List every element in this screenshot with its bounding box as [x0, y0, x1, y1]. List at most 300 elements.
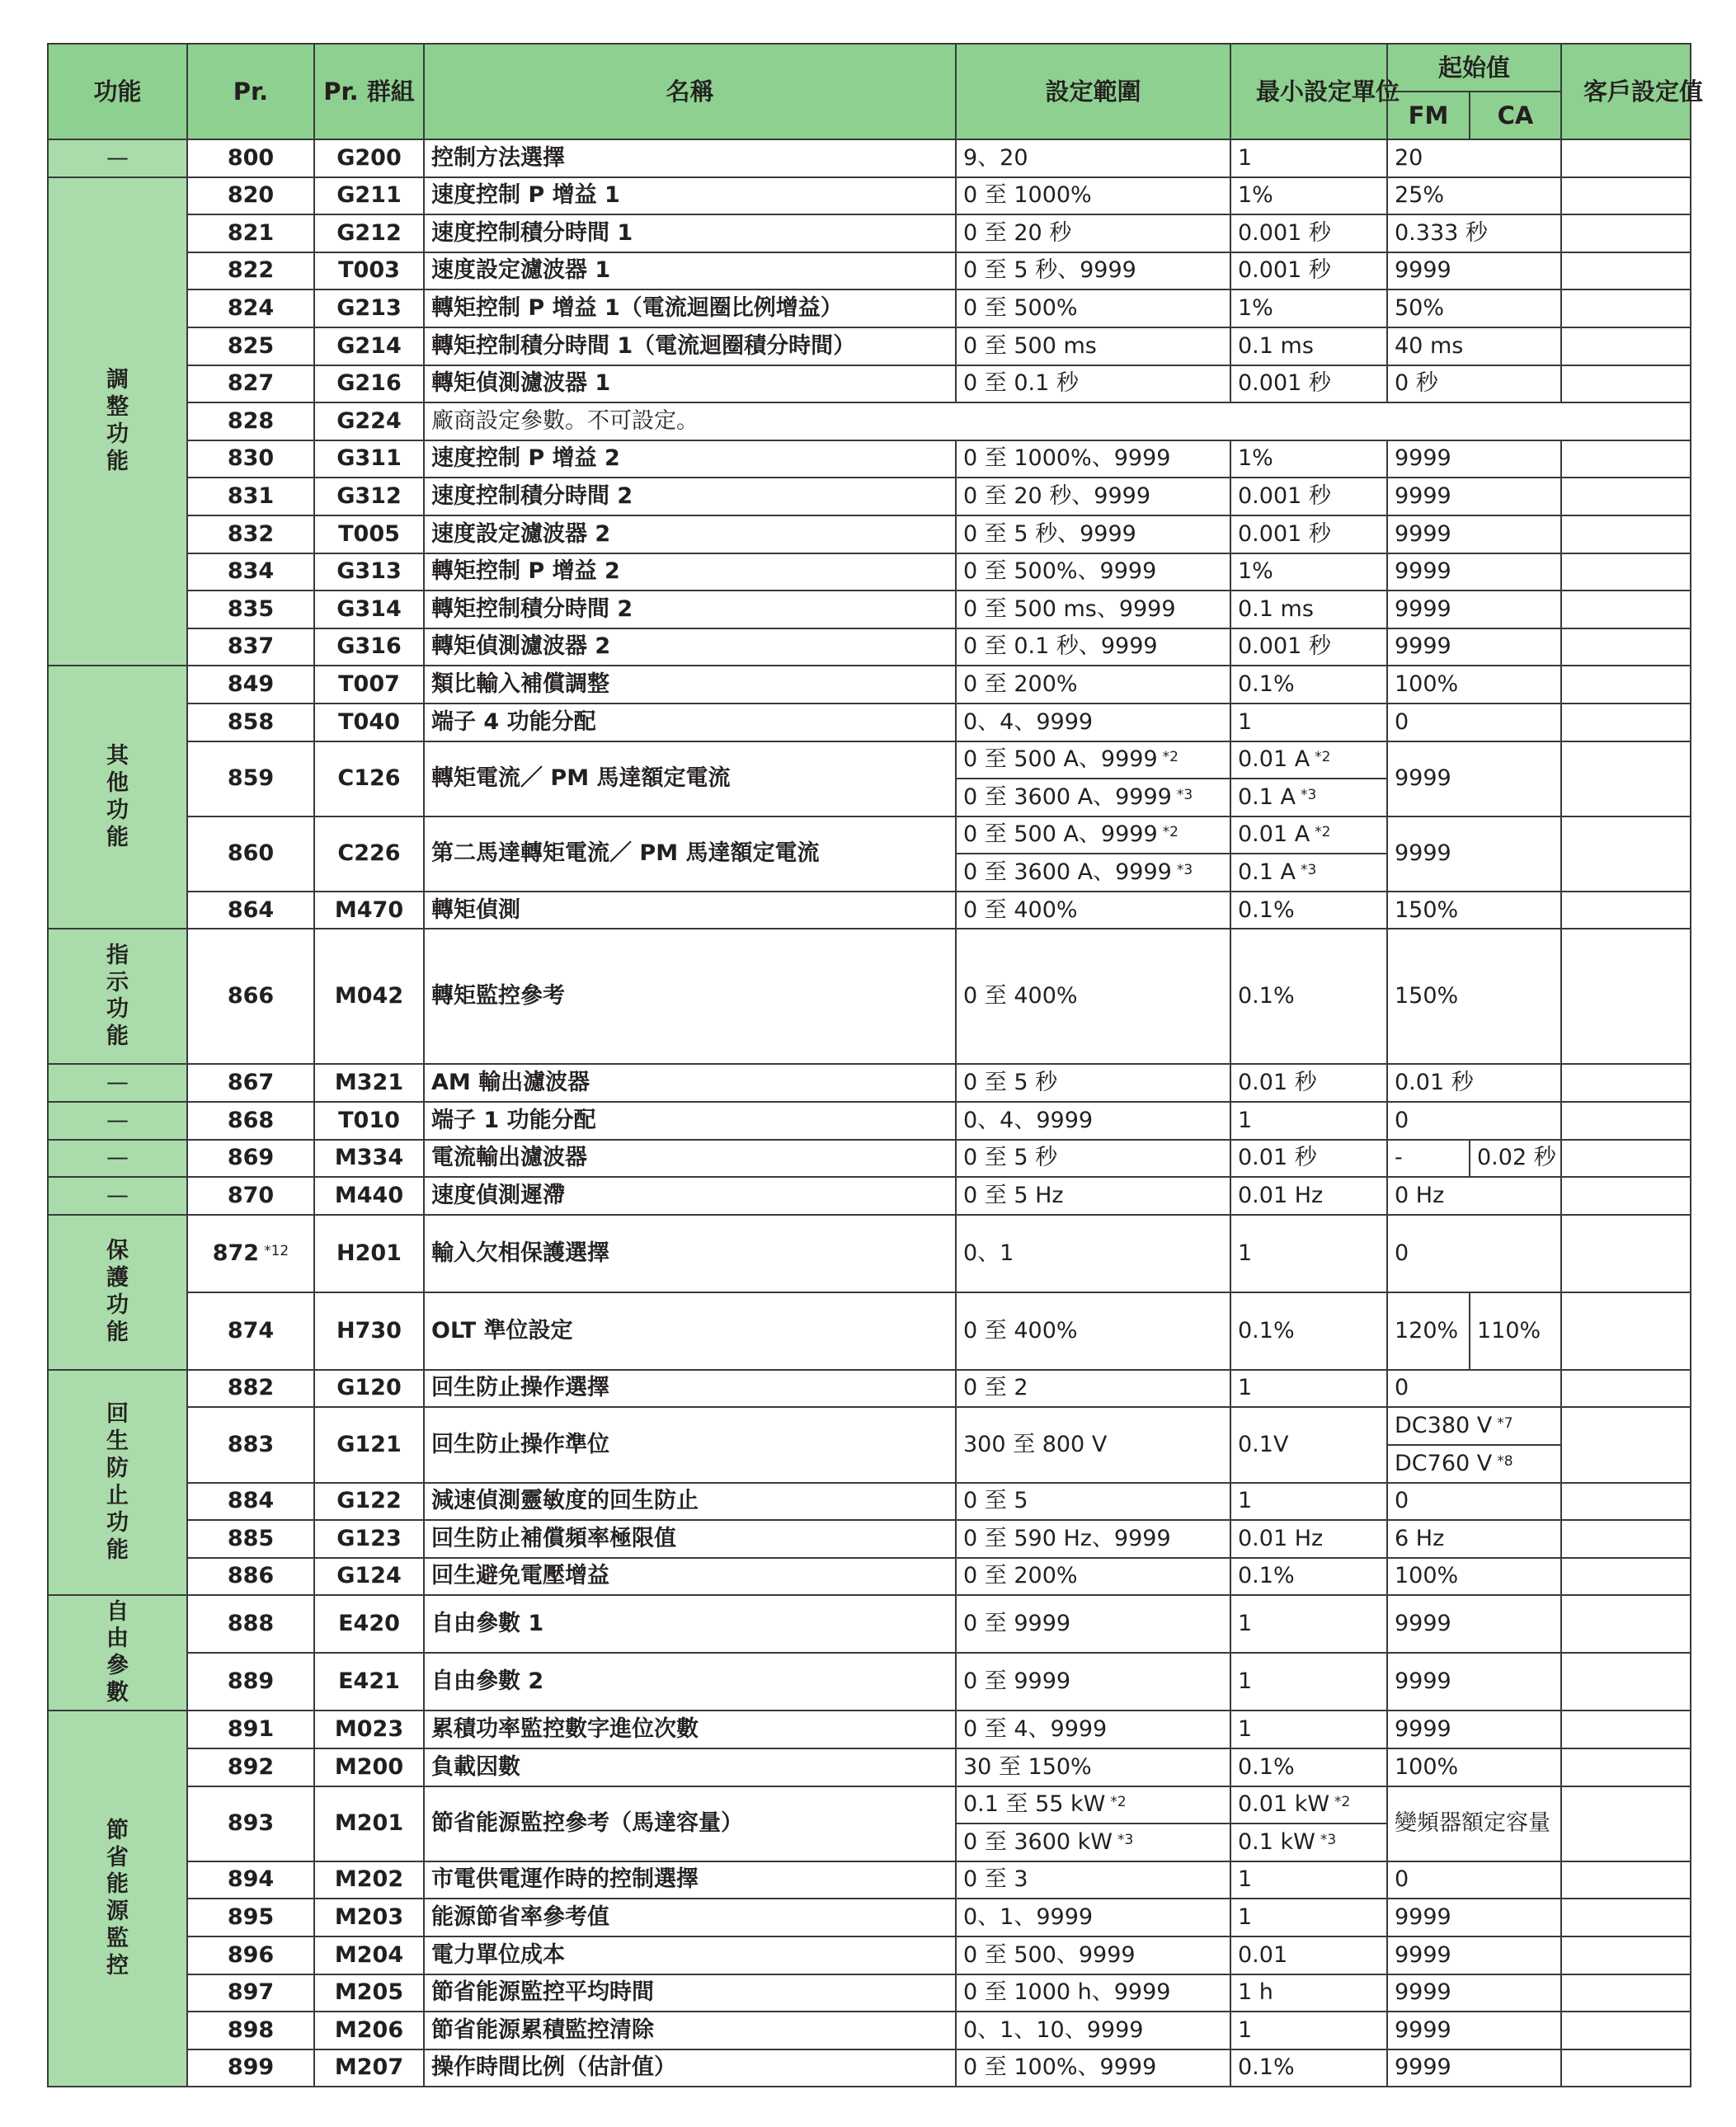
pr-number-text: 859	[227, 765, 275, 791]
pr-number-text: 832	[227, 520, 275, 547]
parameter-name-text: 市電供電運作時的控制選擇	[431, 1866, 699, 1893]
min-setting-unit	[1230, 929, 1387, 1064]
parameter-name-text: 廠商設定參數。不可設定。	[431, 407, 699, 434]
pr-number	[187, 289, 314, 327]
parameter-name	[424, 1064, 956, 1102]
min-setting-unit-text: 0.001 秒	[1238, 257, 1331, 284]
setting-range-text: 0、1	[963, 1240, 1014, 1266]
setting-range-text: 0 至 3600 kW	[963, 1828, 1113, 1855]
customer-setting-cell	[1561, 666, 1691, 704]
initial-value-text: 9999	[1395, 558, 1451, 585]
parameter-table	[47, 43, 1704, 2087]
initial-value	[1387, 1748, 1561, 1786]
table-row	[48, 1974, 1691, 2012]
min-setting-unit	[1230, 553, 1387, 591]
parameter-name	[424, 1595, 956, 1653]
setting-range-text: 0 至 400%	[963, 983, 1078, 1009]
header-ca: CA	[1470, 92, 1561, 139]
setting-range	[956, 327, 1230, 365]
setting-range	[956, 440, 1230, 478]
parameter-name-text: 負載因數	[431, 1753, 520, 1780]
parameter-name-text: 速度設定濾波器 1	[431, 257, 611, 284]
min-setting-unit-text: 0.01 A	[1238, 821, 1310, 848]
initial-value	[1387, 1595, 1561, 1653]
pr-number	[187, 892, 314, 929]
pr-group	[314, 1102, 424, 1140]
pr-group-text: H201	[336, 1240, 402, 1266]
min-setting-unit	[1230, 478, 1387, 515]
pr-group-text: C126	[337, 765, 401, 791]
min-setting-unit-text: 0.001 秒	[1238, 370, 1331, 397]
initial-value	[1387, 1177, 1561, 1215]
setting-range-text: 0 至 500、9999	[963, 1941, 1136, 1968]
setting-range	[956, 1974, 1230, 2012]
pr-group-text: M440	[334, 1182, 404, 1208]
setting-range	[956, 1558, 1230, 1596]
min-setting-unit	[1230, 1936, 1387, 1974]
pr-group	[314, 1711, 424, 1748]
min-setting-unit	[1230, 1064, 1387, 1102]
initial-value	[1387, 1370, 1561, 1408]
min-setting-unit	[1230, 779, 1387, 816]
customer-setting-cell	[1561, 892, 1691, 929]
parameter-name	[424, 1786, 956, 1861]
customer-setting-cell	[1561, 741, 1691, 816]
pr-number	[187, 1861, 314, 1899]
pr-group	[314, 139, 424, 177]
min-setting-unit-text: 0.01 秒	[1238, 1070, 1317, 1096]
setting-range-text: 0 至 500 A、9999	[963, 746, 1158, 773]
setting-range-text: 0 至 9999	[963, 1668, 1071, 1695]
min-setting-unit-text: 0.1 ms	[1238, 595, 1314, 622]
table-row	[48, 1177, 1691, 1215]
setting-range-text: 0 至 100%、9999	[963, 2054, 1157, 2081]
setting-range-text: 0 至 5 秒	[963, 1145, 1058, 1171]
setting-range-text: 0 至 20 秒、9999	[963, 482, 1150, 509]
setting-range	[956, 1823, 1230, 1861]
parameter-name-text: 端子 1 功能分配	[431, 1107, 596, 1133]
min-setting-unit	[1230, 2049, 1387, 2087]
pr-number	[187, 1974, 314, 2012]
parameter-name-text: 轉矩控制 P 增益 2	[431, 558, 620, 585]
pr-number	[187, 704, 314, 741]
pr-number-text: 898	[227, 2016, 275, 2043]
customer-setting-cell	[1561, 515, 1691, 553]
parameter-name	[424, 1974, 956, 2012]
pr-number	[187, 515, 314, 553]
parameter-name-text: 操作時間比例（估計值）	[431, 2054, 676, 2081]
initial-value	[1387, 214, 1561, 252]
min-setting-unit	[1230, 440, 1387, 478]
min-setting-unit	[1230, 327, 1387, 365]
pr-number-text: 893	[227, 1810, 275, 1837]
pr-group-text: G200	[336, 144, 402, 171]
min-setting-unit-text: 1	[1238, 1904, 1253, 1930]
footnote-mark: *2	[1110, 1794, 1127, 1811]
parameter-name-text: 轉矩偵測	[431, 896, 520, 923]
initial-value-text: 9999	[1395, 595, 1451, 622]
pr-group-text: E420	[338, 1611, 400, 1637]
pr-number-text: 891	[227, 1716, 275, 1743]
pr-number	[187, 252, 314, 290]
pr-group-text: M205	[334, 1979, 404, 2006]
initial-value	[1387, 1786, 1561, 1861]
footnote-mark: *2	[1162, 749, 1179, 766]
min-setting-unit-text: 1 h	[1238, 1979, 1273, 2006]
customer-setting-cell	[1561, 1370, 1691, 1408]
setting-range	[956, 515, 1230, 553]
pr-number-text: 860	[227, 840, 275, 867]
pr-number-text: 830	[227, 445, 275, 472]
setting-range	[956, 704, 1230, 741]
min-setting-unit	[1230, 1974, 1387, 2012]
initial-value	[1387, 816, 1561, 892]
pr-number	[187, 1140, 314, 1178]
pr-number-text: 869	[227, 1145, 275, 1171]
min-setting-unit-text: 0.1V	[1238, 1431, 1289, 1457]
pr-group	[314, 1215, 424, 1292]
parameter-name	[424, 139, 956, 177]
parameter-name	[424, 1861, 956, 1899]
parameter-name-text: 輸入欠相保護選擇	[431, 1240, 609, 1266]
table-row	[48, 1140, 1691, 1178]
customer-setting-cell	[1561, 289, 1691, 327]
parameter-name-text: 控制方法選擇	[431, 144, 565, 171]
setting-range	[956, 1215, 1230, 1292]
setting-range	[956, 1711, 1230, 1748]
table-row	[48, 591, 1691, 628]
initial-value	[1387, 666, 1561, 704]
initial-value	[1387, 704, 1561, 741]
customer-setting-cell	[1561, 139, 1691, 177]
initial-value-text: 0	[1395, 1866, 1409, 1893]
function-category	[48, 1711, 187, 2087]
customer-setting-cell	[1561, 816, 1691, 892]
footnote-mark: *3	[1301, 861, 1317, 878]
pr-number-text: 828	[227, 407, 275, 434]
parameter-name-text: 自由參數 1	[431, 1611, 544, 1637]
initial-value	[1387, 741, 1561, 816]
pr-number	[187, 1653, 314, 1711]
parameter-name-text: 節省能源監控參考（馬達容量）	[431, 1810, 743, 1837]
min-setting-unit	[1230, 289, 1387, 327]
parameter-name	[424, 1177, 956, 1215]
table-row	[48, 515, 1691, 553]
parameter-name	[424, 1520, 956, 1558]
pr-group-text: G124	[336, 1563, 402, 1589]
function-category-text: —	[106, 144, 129, 171]
pr-group	[314, 1292, 424, 1370]
setting-range	[956, 1140, 1230, 1178]
pr-number-text: 866	[227, 983, 275, 1009]
pr-number	[187, 666, 314, 704]
pr-group-text: T040	[338, 708, 400, 735]
min-setting-unit-text: 0.01 A	[1238, 746, 1310, 773]
min-setting-unit-text: 0.001 秒	[1238, 633, 1331, 660]
pr-number-text: 899	[227, 2054, 275, 2081]
pr-group-text: M204	[334, 1941, 404, 1968]
customer-setting-cell	[1561, 1520, 1691, 1558]
table-header	[48, 44, 1704, 139]
setting-range-text: 0 至 5 秒、9999	[963, 257, 1136, 284]
parameter-name	[424, 289, 956, 327]
min-setting-unit-text: 0.01 kW	[1238, 1791, 1330, 1818]
pr-group-text: G311	[336, 445, 402, 472]
initial-value	[1387, 1102, 1561, 1140]
pr-group	[314, 741, 424, 816]
header-fm: FM	[1387, 92, 1470, 139]
setting-range-text: 0 至 1000%、9999	[963, 445, 1171, 472]
parameter-name	[424, 1140, 956, 1178]
setting-range	[956, 365, 1230, 403]
parameter-name	[424, 1936, 956, 1974]
min-setting-unit	[1230, 892, 1387, 929]
parameter-name	[424, 214, 956, 252]
initial-value-fm	[1387, 1140, 1470, 1178]
table-row	[48, 1899, 1691, 1936]
min-setting-unit-text: 1%	[1238, 445, 1273, 472]
pr-number-text: 882	[227, 1375, 275, 1401]
setting-range	[956, 252, 1230, 290]
setting-range	[956, 2012, 1230, 2049]
pr-number	[187, 1936, 314, 1974]
min-setting-unit	[1230, 591, 1387, 628]
pr-group	[314, 1177, 424, 1215]
pr-group	[314, 2049, 424, 2087]
pr-group-text: G214	[336, 332, 402, 359]
header-pr: Pr.	[187, 44, 314, 139]
customer-setting-cell	[1561, 478, 1691, 515]
customer-setting-cell	[1561, 1786, 1691, 1861]
setting-range-text: 0 至 200%	[963, 671, 1078, 697]
min-setting-unit	[1230, 1595, 1387, 1653]
parameter-name	[424, 1102, 956, 1140]
initial-value-text: 50%	[1395, 295, 1445, 321]
pr-number	[187, 1370, 314, 1408]
initial-value-text: 9999	[1395, 840, 1451, 867]
pr-number-text: 897	[227, 1979, 275, 2006]
function-category-text: 節省能源監控	[106, 1817, 129, 1979]
initial-value-text: 9999	[1395, 1668, 1451, 1695]
parameter-name	[424, 929, 956, 1064]
table-row	[48, 1786, 1691, 1824]
initial-value-text: 40 ms	[1395, 332, 1464, 359]
parameter-name	[424, 1558, 956, 1596]
table-body	[48, 139, 1691, 2087]
min-setting-unit	[1230, 1653, 1387, 1711]
pr-number	[187, 440, 314, 478]
customer-setting-cell	[1561, 1140, 1691, 1178]
pr-group-text: G314	[336, 595, 402, 622]
initial-value-text: 9999	[1395, 2016, 1451, 2043]
setting-range	[956, 1861, 1230, 1899]
initial-value	[1387, 628, 1561, 666]
pr-group	[314, 1595, 424, 1653]
setting-range-text: 0 至 500 ms、9999	[963, 595, 1176, 622]
initial-value-text: DC760 V	[1395, 1450, 1493, 1476]
min-setting-unit-text: 0.1 A	[1238, 784, 1296, 810]
setting-range	[956, 1407, 1230, 1482]
pr-number	[187, 2012, 314, 2049]
initial-value	[1387, 515, 1561, 553]
pr-number	[187, 478, 314, 515]
table-row	[48, 1653, 1691, 1711]
table-row	[48, 1407, 1691, 1445]
initial-value	[1387, 440, 1561, 478]
customer-setting-cell	[1561, 177, 1691, 215]
pr-number	[187, 1748, 314, 1786]
initial-value-fm-text: 120%	[1395, 1317, 1459, 1343]
setting-range-text: 0 至 400%	[963, 896, 1078, 923]
min-setting-unit-text: 0.1%	[1238, 2054, 1295, 2081]
initial-value-text: 6 Hz	[1395, 1525, 1445, 1551]
pr-group-text: M203	[334, 1904, 404, 1930]
table-row	[48, 741, 1691, 779]
table-row	[48, 402, 1691, 440]
function-category	[48, 1140, 187, 1178]
initial-value-fm-text: -	[1395, 1145, 1403, 1171]
parameter-name	[424, 1215, 956, 1292]
setting-range	[956, 1595, 1230, 1653]
setting-range	[956, 1748, 1230, 1786]
parameter-name-text: 速度偵測遲滯	[431, 1182, 565, 1208]
min-setting-unit-text: 1	[1238, 1668, 1253, 1695]
pr-group	[314, 704, 424, 741]
min-setting-unit-text: 0.01 Hz	[1238, 1182, 1324, 1208]
initial-value-text: 9999	[1395, 520, 1451, 547]
pr-group	[314, 1370, 424, 1408]
setting-range-text: 0 至 400%	[963, 1317, 1078, 1343]
table-row	[48, 2012, 1691, 2049]
initial-value-text: 9999	[1395, 1611, 1451, 1637]
setting-range	[956, 1899, 1230, 1936]
setting-range-text: 0 至 3600 A、9999	[963, 784, 1172, 810]
pr-group	[314, 1558, 424, 1596]
table-row	[48, 816, 1691, 854]
pr-group	[314, 177, 424, 215]
parameter-name-text: 轉矩控制積分時間 1（電流迴圈積分時間）	[431, 332, 856, 359]
table-row	[48, 1064, 1691, 1102]
table-row	[48, 892, 1691, 929]
setting-range	[956, 1936, 1230, 1974]
setting-range	[956, 1520, 1230, 1558]
parameter-name	[424, 2012, 956, 2049]
pr-number-text: 894	[227, 1866, 275, 1893]
header-name: 名稱	[424, 44, 956, 139]
setting-range	[956, 591, 1230, 628]
pr-group-text: T003	[338, 257, 400, 284]
initial-value	[1387, 1215, 1561, 1292]
pr-group	[314, 1936, 424, 1974]
initial-value-text: 100%	[1395, 671, 1459, 697]
parameter-table-container	[47, 43, 1704, 2087]
pr-number-text: 834	[227, 558, 275, 585]
min-setting-unit	[1230, 1520, 1387, 1558]
initial-value	[1387, 929, 1561, 1064]
pr-number-text: 888	[227, 1611, 275, 1637]
parameter-name	[424, 402, 1691, 440]
setting-range	[956, 1064, 1230, 1102]
initial-value-text: 0.333 秒	[1395, 219, 1488, 246]
footnote-mark: *3	[1176, 861, 1193, 878]
parameter-name-text: 轉矩監控參考	[431, 983, 565, 1009]
pr-group-text: T007	[338, 671, 400, 697]
customer-setting-cell	[1561, 1711, 1691, 1748]
initial-value	[1387, 553, 1561, 591]
min-setting-unit	[1230, 816, 1387, 854]
pr-number-text: 858	[227, 708, 275, 735]
parameter-name-text: 電力單位成本	[431, 1941, 565, 1968]
initial-value-text: 9999	[1395, 1941, 1451, 1968]
pr-number-text: 884	[227, 1488, 275, 1514]
min-setting-unit	[1230, 1102, 1387, 1140]
pr-group-text: G313	[336, 558, 402, 585]
pr-group	[314, 289, 424, 327]
pr-group	[314, 666, 424, 704]
parameter-name-text: 回生防止操作選擇	[431, 1375, 609, 1401]
parameter-name	[424, 478, 956, 515]
footnote-mark: *3	[1176, 786, 1193, 803]
table-row	[48, 478, 1691, 515]
pr-group	[314, 1861, 424, 1899]
pr-group-text: G216	[336, 370, 402, 397]
initial-value-text: 0 Hz	[1395, 1182, 1445, 1208]
initial-value-text: 9999	[1395, 1904, 1451, 1930]
table-row	[48, 440, 1691, 478]
initial-value-text: 0	[1395, 1240, 1409, 1266]
parameter-name-text: 轉矩控制積分時間 2	[431, 595, 633, 622]
parameter-name	[424, 1407, 956, 1482]
setting-range-text: 30 至 150%	[963, 1753, 1092, 1780]
min-setting-unit	[1230, 1177, 1387, 1215]
pr-group	[314, 1899, 424, 1936]
pr-number	[187, 365, 314, 403]
footnote-mark: *2	[1315, 749, 1331, 766]
function-category	[48, 1370, 187, 1596]
function-category-text: 指示功能	[106, 942, 129, 1050]
initial-value-text: 25%	[1395, 182, 1445, 209]
initial-value-text: DC380 V	[1395, 1413, 1493, 1439]
setting-range-text: 0、4、9999	[963, 1107, 1094, 1133]
customer-setting-cell	[1561, 214, 1691, 252]
table-row	[48, 1370, 1691, 1408]
function-category	[48, 1177, 187, 1215]
customer-setting-cell	[1561, 252, 1691, 290]
initial-value-text: 9999	[1395, 2054, 1451, 2081]
parameter-name	[424, 591, 956, 628]
initial-value-ca-text: 110%	[1477, 1317, 1541, 1343]
setting-range	[956, 1177, 1230, 1215]
table-row	[48, 1711, 1691, 1748]
pr-number-text: 867	[227, 1070, 275, 1096]
setting-range-text: 0、1、9999	[963, 1904, 1094, 1930]
pr-number	[187, 1064, 314, 1102]
pr-number-text: 820	[227, 182, 275, 209]
min-setting-unit-text: 0.1 kW	[1238, 1828, 1315, 1855]
pr-group-text: M470	[334, 896, 404, 923]
pr-number	[187, 1292, 314, 1370]
setting-range	[956, 1370, 1230, 1408]
footnote-mark: *7	[1497, 1415, 1513, 1433]
customer-setting-cell	[1561, 1899, 1691, 1936]
min-setting-unit	[1230, 1407, 1387, 1482]
header-initial-value: 起始值	[1387, 44, 1561, 92]
parameter-name-text: 回生避免電壓增益	[431, 1563, 609, 1589]
min-setting-unit-text: 0.001 秒	[1238, 520, 1331, 547]
initial-value-ca-text: 0.02 秒	[1477, 1145, 1556, 1171]
table-row	[48, 1748, 1691, 1786]
customer-setting-cell	[1561, 365, 1691, 403]
